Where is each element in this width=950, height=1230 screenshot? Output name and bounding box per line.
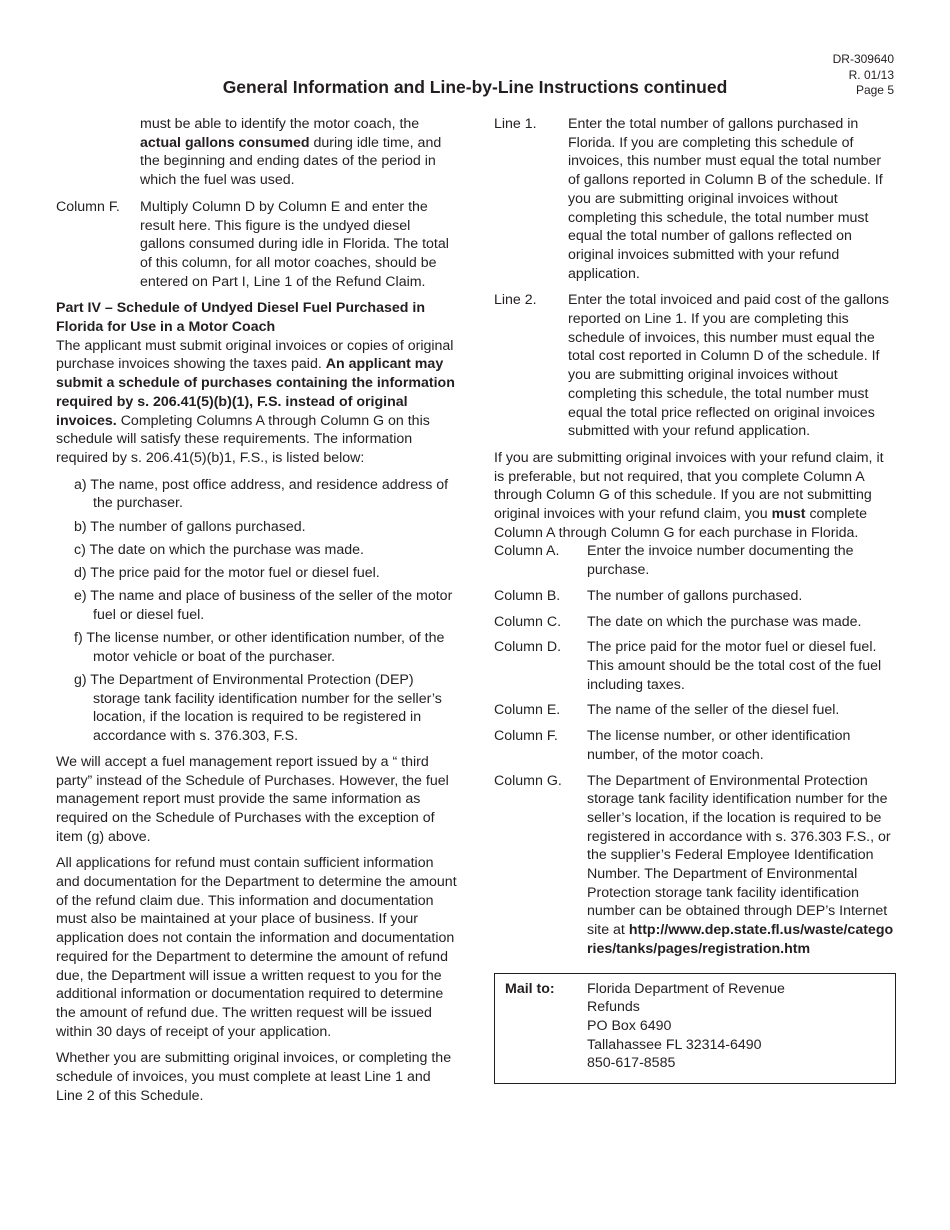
required-info-list bbox=[74, 476, 458, 746]
line-2-text: Enter the total invoiced and paid cost of the gallons reported on Line 1. If you are completing this schedule of invoices, this number must equal the total cost reported in Column D of the schedule. If you are submitting original invoices without completing this schedule, the total number must equal the total price reflected on original invoices submitted with your refund application. bbox=[568, 292, 890, 440]
column-f-right-instruction: Column F. The license number, or other identification number, of the motor coach. bbox=[494, 728, 851, 763]
mail-to-label: Mail to: bbox=[505, 980, 555, 997]
line-1-label: Line 1. bbox=[494, 116, 537, 132]
list-item: d) The price paid for the motor fuel or diesel fuel. bbox=[74, 564, 380, 581]
part4-intro: The applicant must submit original invoices or copies of original purchase invoices showing the taxes paid. An applicant may submit a schedule of purchases containing the information required by s. 206.41(5)(b)(1), F.S. instead of original invoices. Completing Columns A through Column G on this schedule will satisfy these requirements. The information required by s. 206.41(5)(b)1, F.S., is listed below: bbox=[56, 337, 455, 466]
column-b-instruction: Column B. The number of gallons purchased. bbox=[494, 587, 803, 604]
page-number: Page 5 bbox=[855, 83, 894, 97]
list-item: e) The name and place of business of the seller of the motor fuel or diesel fuel. bbox=[74, 588, 453, 623]
page-title: General Information and Line-by-Line Instructions continued bbox=[222, 77, 728, 97]
mailing-address: Florida Department of Revenue Refunds PO Box 6490 Tallahassee FL 32314-6490 850-617-8585 bbox=[587, 980, 785, 1072]
continuation-paragraph: must be able to identify the motor coach, the actual gallons consumed during idle time, and the beginning and ending dates of the period in which the fuel was used. bbox=[140, 116, 442, 189]
dep-registration-link[interactable]: http://www.dep.state.fl.us/waste/categories/tanks/pages/registration.htm bbox=[587, 922, 894, 957]
list-item: f) The license number, or other identification number, of the motor vehicle or boat of the purchaser. bbox=[74, 630, 445, 665]
right-column bbox=[494, 115, 896, 1084]
minimum-lines-paragraph: Whether you are submitting original invoices, or completing the schedule of invoices, you must complete at least Line 1 and Line 2 of this Schedule. bbox=[56, 1050, 452, 1104]
fuel-management-paragraph: We will accept a fuel management report issued by a “ third party” instead of the Schedule of Purchases. However, the fuel management report must provide the same information as required on the Schedule of Purchases with the exception of item (g) above. bbox=[56, 753, 449, 845]
left-column bbox=[56, 115, 458, 1105]
revision-date: R. 01/13 bbox=[848, 67, 894, 82]
column-a-instruction: Column A. Enter the invoice number documenting the purchase. bbox=[494, 543, 854, 579]
column-d-instruction: Column D. The price paid for the motor fuel or diesel fuel. This amount should be the total cost of the fuel including taxes. bbox=[494, 639, 882, 693]
line-1-text: Enter the total number of gallons purchased in Florida. If you are completing this schedule of invoices, this number must equal the total number of gallons reported in Column B of the schedule. If you are submitting original invoices without completing this schedule, the total number must equal the total number of gallons reflected on original invoices submitted with your refund application. bbox=[568, 116, 883, 282]
column-c-instruction: Column C. The date on which the purchase was made. bbox=[494, 613, 862, 630]
column-f-instruction bbox=[56, 198, 458, 292]
list-item: a) The name, post office address, and residence address of the purchaser. bbox=[74, 476, 449, 512]
column-f-text: Multiply Column D by Column E and enter the result here. This figure is the undyed diesel gallons consumed during idle in Florida. The total of this column, for all motor coaches, should be entered on Part I, Line 1 of the Refund Claim. bbox=[140, 198, 449, 290]
form-number: DR-309640 bbox=[832, 52, 894, 66]
mailing-address-box bbox=[494, 973, 896, 1085]
part4-heading: Part IV – Schedule of Undyed Diesel Fuel Purchased in Florida for Use in a Motor Coach bbox=[56, 300, 425, 336]
list-item: c) The date on which the purchase was made. bbox=[74, 541, 364, 558]
line-1-instruction bbox=[494, 115, 896, 283]
list-item: g) The Department of Environmental Protection (DEP) storage tank facility identification number for the seller’s location, if the location is required to be registered in accordance with s. 376.303, F.S. bbox=[74, 671, 442, 745]
list-item: b) The number of gallons purchased. bbox=[74, 518, 306, 535]
documentation-paragraph: All applications for refund must contain sufficient information and documentation for the Department to determine the amount of the refund claim due. This information and documentation must also be maintained at your place of business. If your application does not contain the information and documentation required for the Department to determine the amount of refund due, the Department will issue a written request to you for the additional information or documentation required to determine the amount of refund due. The written request will be issued within 30 days of receipt of your application. bbox=[56, 855, 457, 1040]
column-e-instruction: Column E. The name of the seller of the diesel fuel. bbox=[494, 702, 840, 719]
line-2-instruction bbox=[494, 291, 896, 441]
column-f-label: Column F. bbox=[56, 198, 120, 215]
submission-paragraph: If you are submitting original invoices with your refund claim, it is preferable, but not required, that you complete Column A through Column G of this schedule. If you are not submitting original invoices with your refund claim, you must complete Column A through Column G for each purchase in Florida. bbox=[494, 449, 884, 541]
phone-number: 850-617-8585 bbox=[587, 1055, 676, 1072]
column-g-instruction: Column G. The Department of Environmental Protection storage tank facility identification number for the seller’s location, if the location is required to be registered in accordance with s. 376.303 F.S., or the supplier’s Federal Employee Identification Number. The Department of Environmental Protection storage tank facility identification number can be obtained through DEP’s Internet site at http://www.dep.state.fl.us/waste/categories/tanks/pages/registration.htm bbox=[494, 772, 894, 957]
line-2-label: Line 2. bbox=[494, 292, 537, 309]
